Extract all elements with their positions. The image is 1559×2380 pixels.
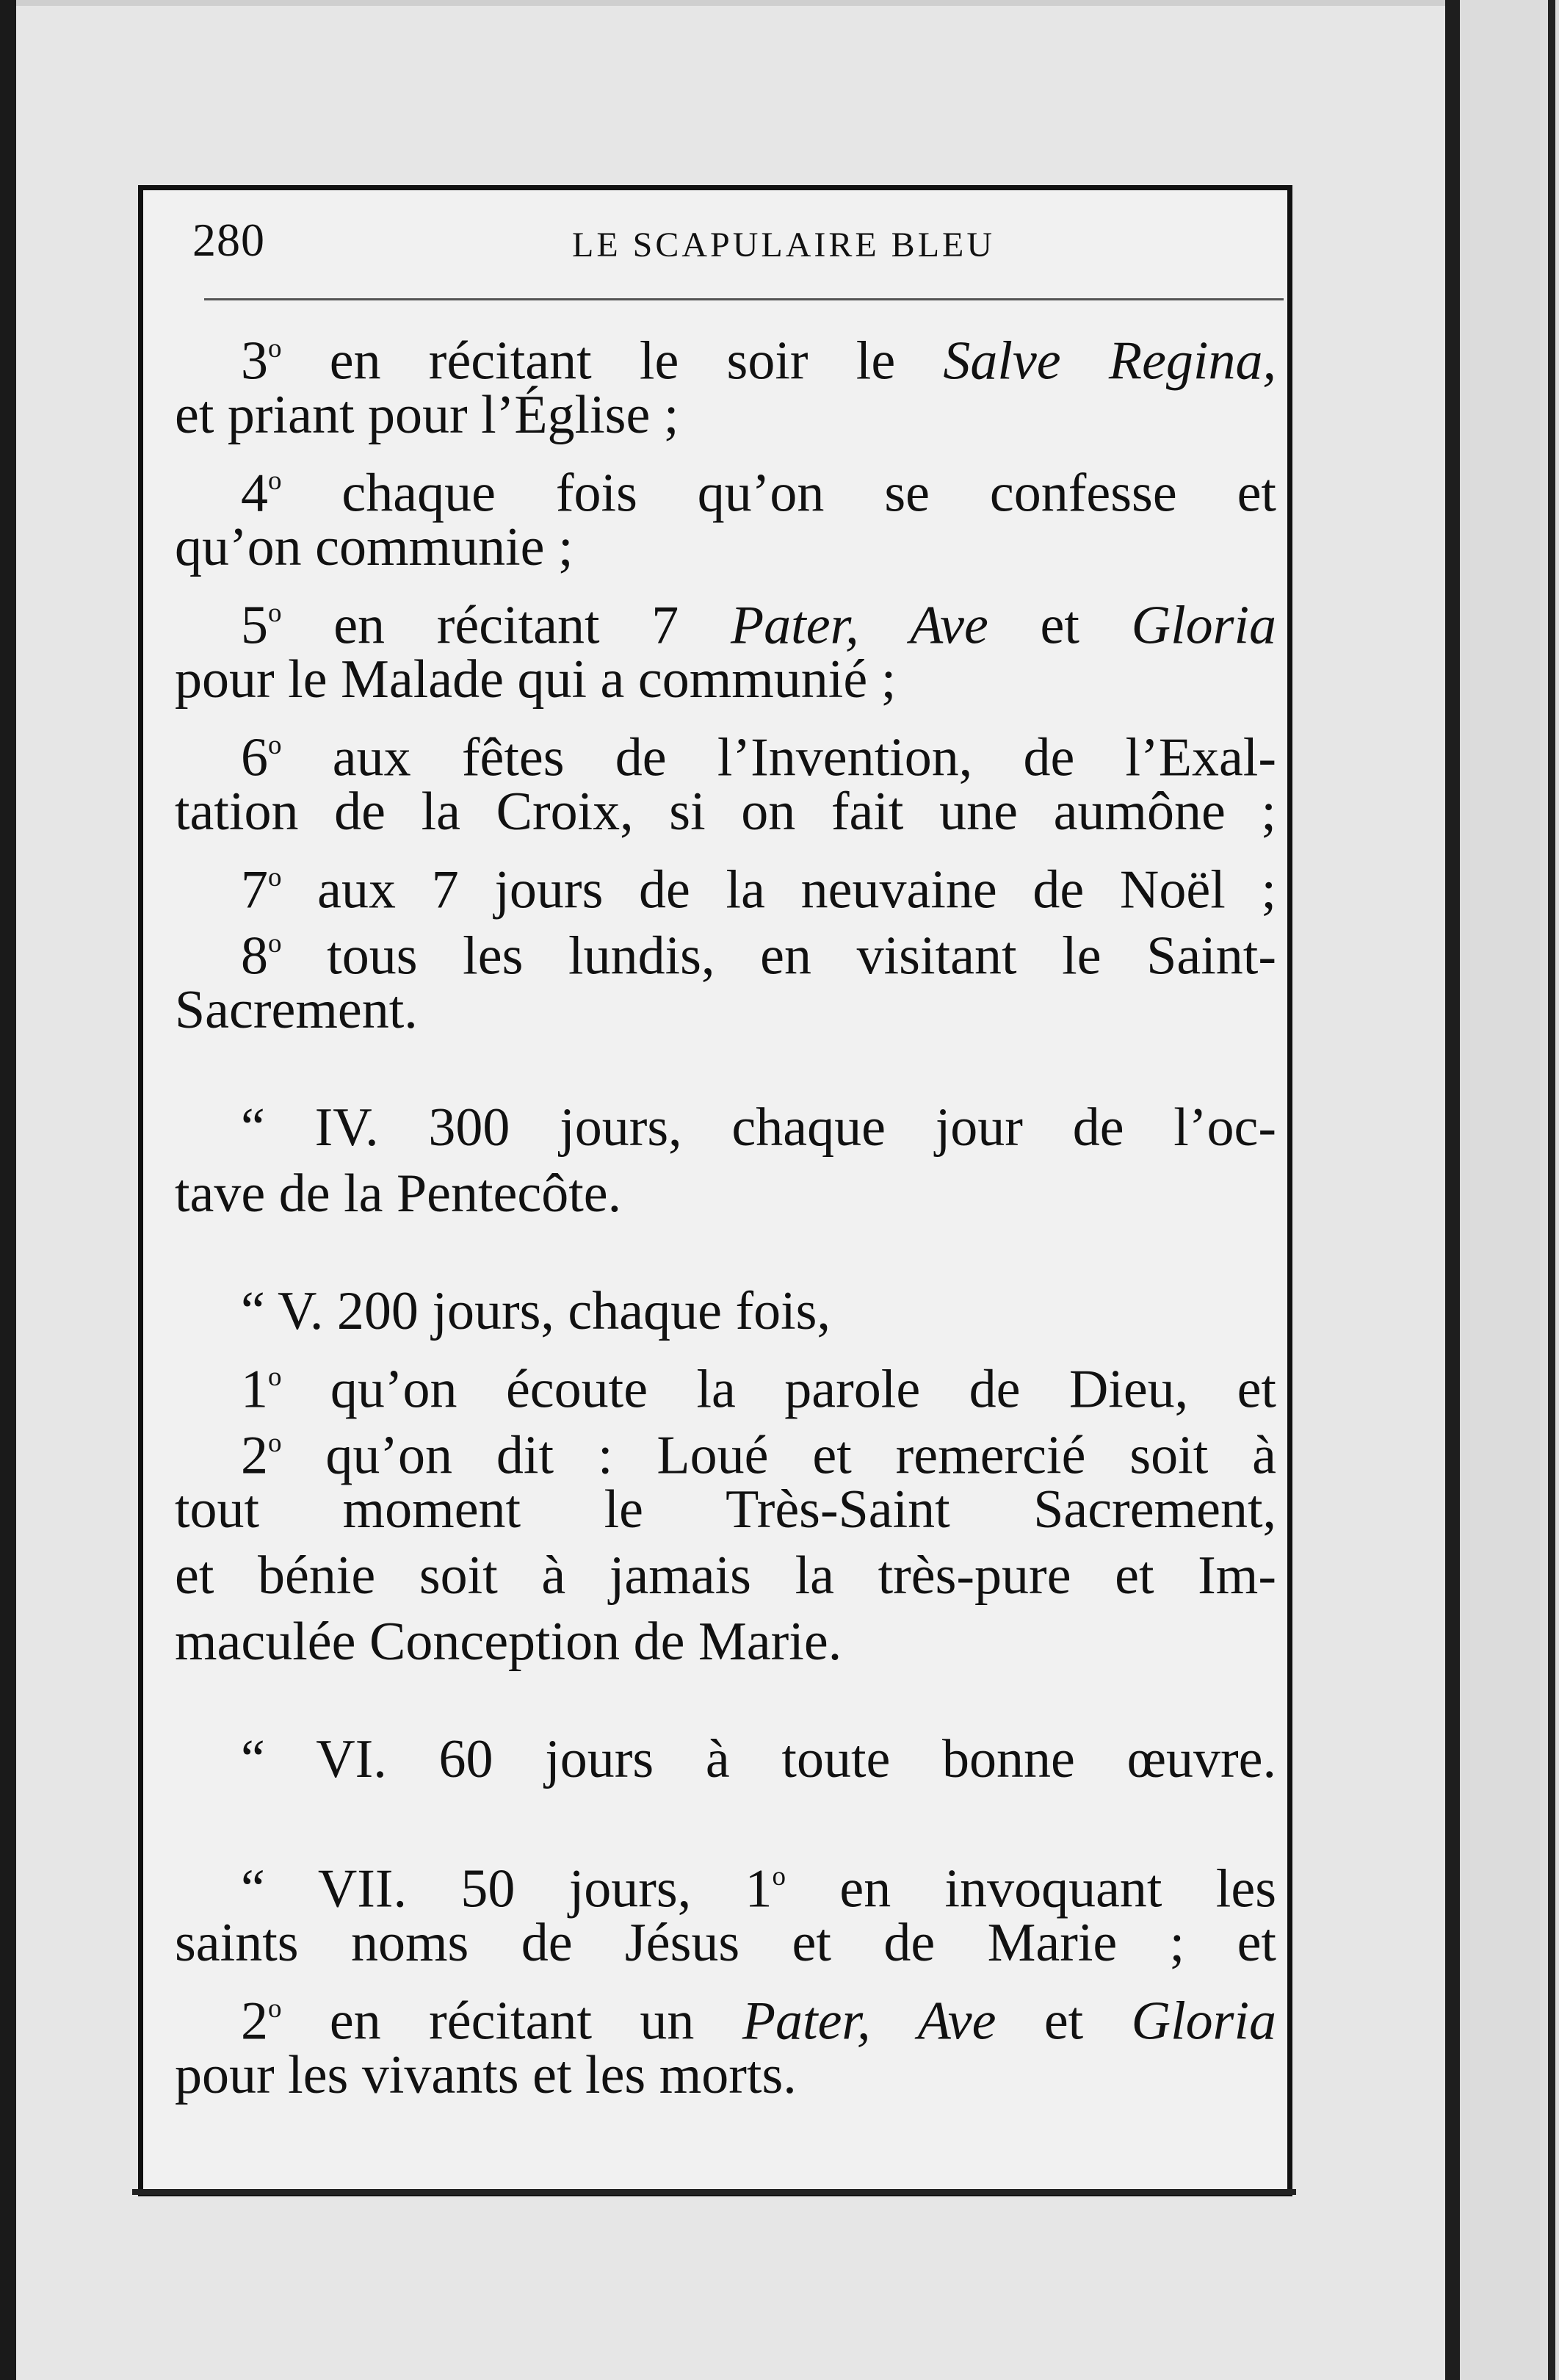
text-line: 7$^o$ aux 7 jours de la neuvaine de Noël ;	[241, 859, 1276, 920]
text-line: pour le Malade qui a communié ;	[175, 649, 897, 710]
text-line: tave de la Pentecôte.	[175, 1164, 622, 1224]
text-line: 1$^o$ qu’on écoute la parole de Dieu, et	[241, 1359, 1276, 1420]
running-title: LE SCAPULAIRE BLEU	[572, 226, 995, 264]
binding-edge	[0, 0, 16, 2380]
text-line: 6$^o$ aux fêtes de l’Invention, de l’Exal-	[241, 727, 1276, 788]
text-line: maculée Conception de Marie.	[175, 1612, 842, 1672]
text-line: tation de la Croix, si on fait une aumône ;	[175, 782, 1276, 842]
text-line: “ VI. 60 jours à toute bonne œuvre.	[241, 1729, 1276, 1789]
facing-page-edge	[1548, 0, 1555, 2380]
body-text	[175, 316, 1276, 2108]
text-line: tout moment le Très-Saint Sacrement,	[175, 1479, 1276, 1540]
text-line: et bénie soit à jamais la très-pure et Im-	[175, 1546, 1276, 1606]
text-line: et priant pour l’Église ;	[175, 385, 679, 445]
text-line: “ VII. 50 jours, 1$^o$ en invoquant les	[241, 1858, 1277, 1919]
text-line: 3$^o$ en récitant le soir le Salve Regina,	[241, 331, 1276, 392]
text-line: 4$^o$ chaque fois qu’on se confesse et	[241, 463, 1276, 524]
text-line: pour les vivants et les morts.	[175, 2045, 797, 2105]
page-number: 280	[192, 214, 265, 266]
text-line: “ V. 200 jours, chaque fois,	[241, 1281, 831, 1341]
text-line: 5$^o$ en récitant 7 Pater, Ave et Gloria	[241, 595, 1276, 656]
text-line: Sacrement.	[175, 980, 418, 1040]
text-line: 8$^o$ tous les lundis, en visitant le Saint-	[241, 926, 1276, 987]
page-header	[192, 209, 1272, 275]
text-line: 2$^o$ en récitant un Pater, Ave et Gloria	[241, 1991, 1276, 2052]
text-line: “ IV. 300 jours, chaque jour de l’oc-	[241, 1097, 1276, 1158]
text-line: qu’on communie ;	[175, 517, 574, 577]
gutter-shadow	[1445, 0, 1460, 2380]
text-line: saints noms de Jésus et de Marie ; et	[175, 1913, 1276, 1973]
page-top-edge	[0, 0, 1559, 6]
header-rule	[204, 298, 1284, 300]
frame-bottom-shadow	[132, 2189, 1296, 2195]
facing-page	[1460, 0, 1559, 2380]
text-line: 2$^o$ qu’on dit : Loué et remercié soit à	[241, 1425, 1276, 1486]
